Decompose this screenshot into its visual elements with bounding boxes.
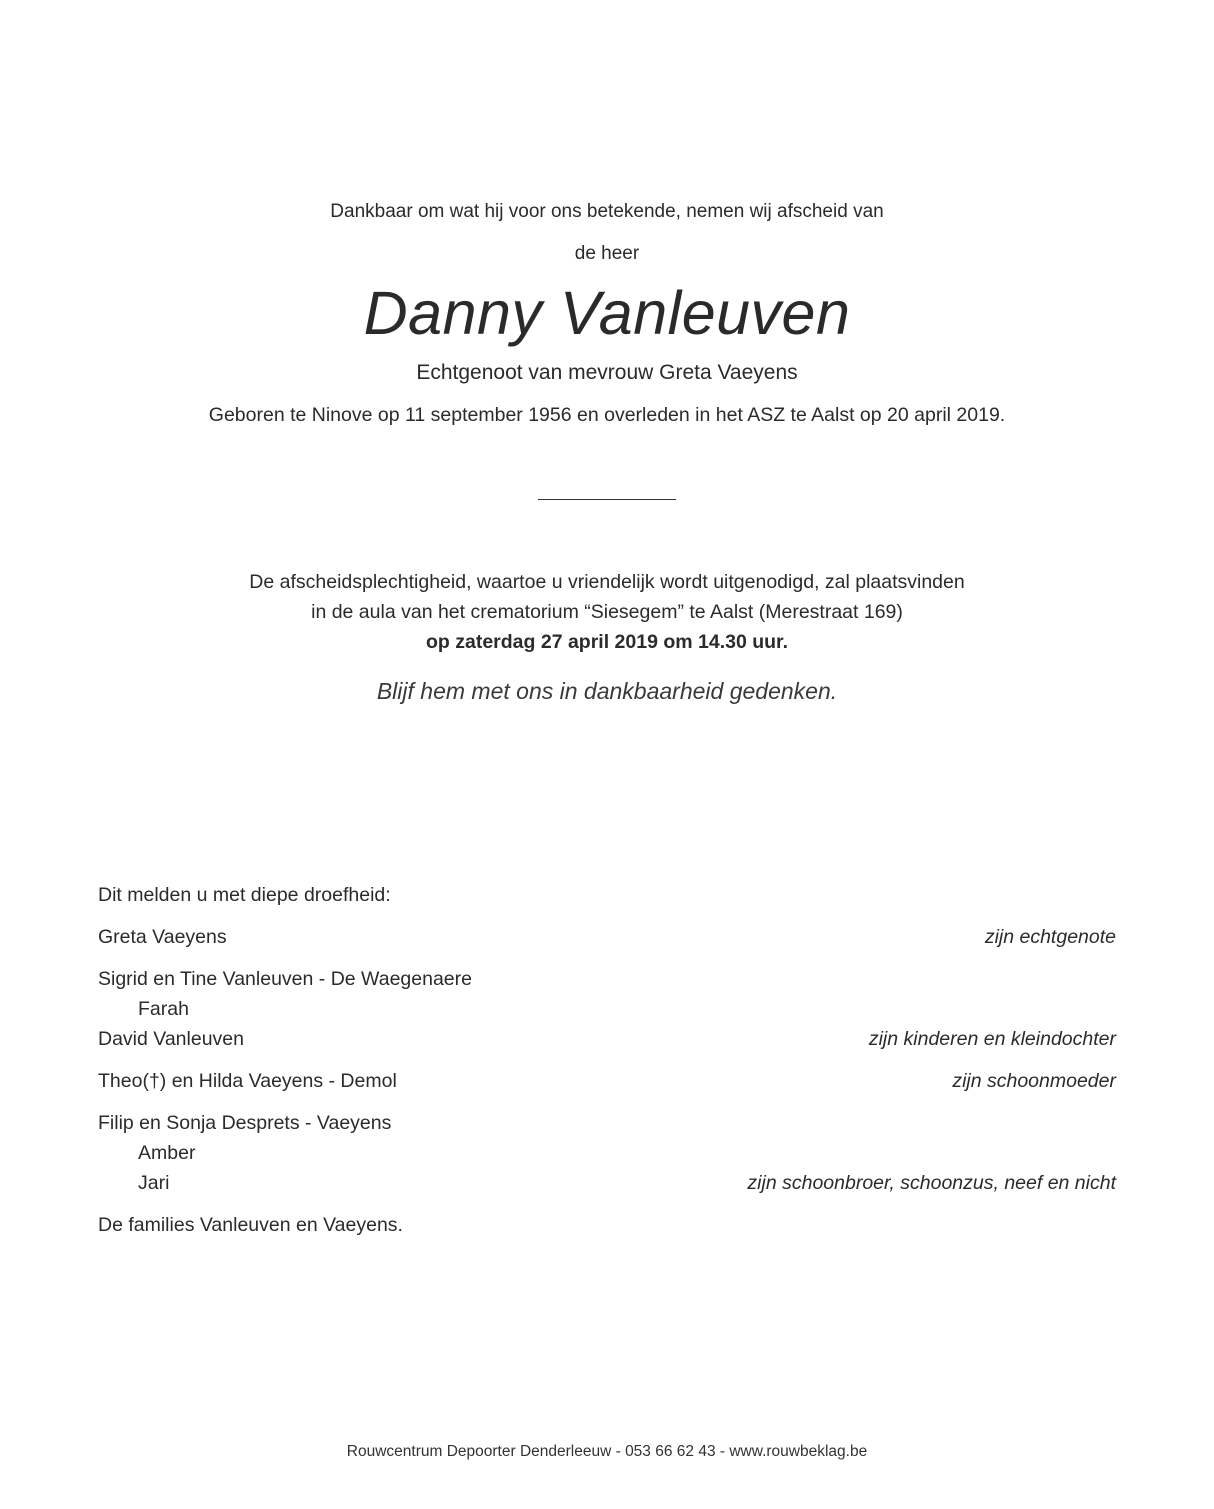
mourner-row bbox=[98, 1172, 1116, 1198]
ceremony-line-1: De afscheidsplechtigheid, waartoe u vriendelijk wordt uitgenodigd, zal plaatsvinden bbox=[249, 571, 965, 593]
mourner-relation: zijn echtgenote bbox=[984, 926, 1116, 948]
mourner-name: David Vanleuven bbox=[98, 1028, 244, 1050]
deceased-name: Danny Vanleuven bbox=[363, 279, 851, 347]
mourners-heading-row bbox=[98, 884, 1116, 910]
mourner-name: Filip en Sonja Desprets - Vaeyens bbox=[98, 1112, 392, 1134]
mourner-name: Greta Vaeyens bbox=[98, 926, 227, 948]
mourner-name: De families Vanleuven en Vaeyens. bbox=[98, 1214, 403, 1236]
mourner-row bbox=[98, 968, 1116, 994]
mourner-row bbox=[98, 1070, 1116, 1096]
mourner-name: Jari bbox=[138, 1172, 170, 1194]
birth-death-line: Geboren te Ninove op 11 september 1956 en overleden in het ASZ te Aalst op 20 april 2019. bbox=[208, 404, 1006, 426]
mourner-name: Theo(†) en Hilda Vaeyens - Demol bbox=[98, 1070, 397, 1092]
mourner-row bbox=[98, 1214, 1116, 1240]
mourner-name: Sigrid en Tine Vanleuven - De Waegenaere bbox=[98, 968, 472, 990]
mourner-row bbox=[98, 998, 1116, 1024]
intro-text: Dankbaar om wat hij voor ons betekende, nemen wij afscheid van bbox=[330, 201, 884, 222]
mourner-row bbox=[98, 1112, 1116, 1138]
honorific: de heer bbox=[574, 243, 640, 264]
memorial-quote: Blijf hem met ons in dankbaarheid gedenken. bbox=[376, 678, 838, 704]
ceremony-line-2: in de aula van het crematorium “Siesegem” te Aalst (Merestraat 169) bbox=[311, 601, 903, 623]
mourners-heading: Dit melden u met diepe droefheid: bbox=[98, 884, 391, 906]
mourner-row bbox=[98, 1142, 1116, 1168]
mourner-relation: zijn schoonbroer, schoonzus, neef en nicht bbox=[747, 1172, 1116, 1194]
mourner-row bbox=[98, 1028, 1116, 1054]
spouse-line: Echtgenoot van mevrouw Greta Vaeyens bbox=[416, 361, 798, 384]
mourner-row bbox=[98, 926, 1116, 952]
divider bbox=[538, 499, 676, 500]
mourner-relation: zijn kinderen en kleindochter bbox=[868, 1028, 1116, 1050]
ceremony-date: op zaterdag 27 april 2019 om 14.30 uur. bbox=[426, 631, 788, 653]
mourner-relation: zijn schoonmoeder bbox=[952, 1070, 1116, 1092]
mourner-name: Farah bbox=[138, 998, 189, 1020]
footer-funeral-home: Rouwcentrum Depoorter Denderleeuw - 053 66 62 43 - www.rouwbeklag.be bbox=[346, 1443, 868, 1460]
mourner-name: Amber bbox=[138, 1142, 196, 1164]
